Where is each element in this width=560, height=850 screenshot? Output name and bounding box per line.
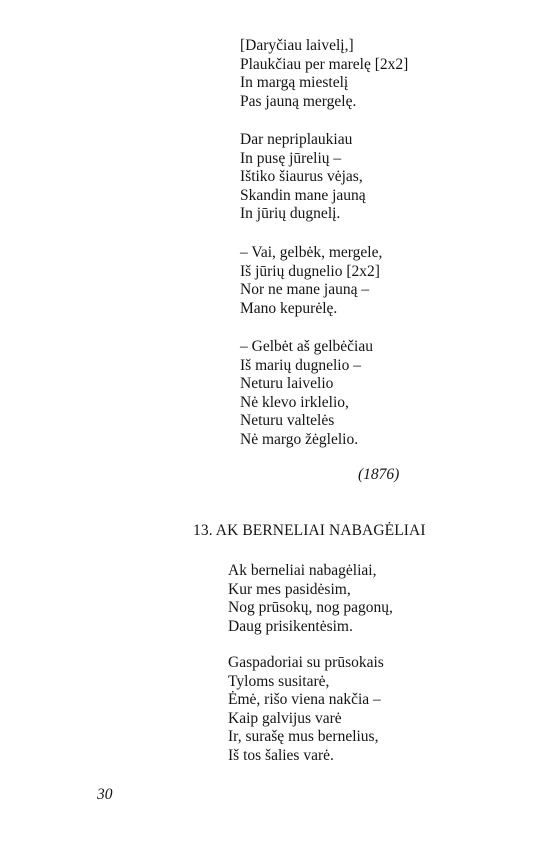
- verse-line: Plaukčiau per marelę [2x2]: [240, 55, 409, 73]
- verse-line: Tyloms susitarė,: [228, 672, 330, 690]
- verse-line: Nė klevo irklelio,: [240, 393, 349, 411]
- poem12-stanza-2: [240, 131, 366, 224]
- verse-line: Nor ne mane jauną –: [240, 281, 370, 299]
- poem12-stanza-4: [240, 338, 373, 450]
- verse-line: Iš jūrių dugnelio [2x2]: [240, 262, 380, 280]
- verse-line: Nė margo žėglelio.: [240, 430, 359, 448]
- verse-line: Iš marių dugnelio –: [240, 356, 361, 374]
- verse-line: – Vai, gelbėk, mergele,: [240, 244, 383, 261]
- poem12-stanza-3: [240, 244, 382, 318]
- verse-line: In pusę jūrelių –: [240, 149, 342, 167]
- poem13-stanza-1: [228, 562, 393, 636]
- verse-line: Nog prūsokų, nog pagonų,: [228, 599, 393, 617]
- verse-line: Dar nepriplaukiau: [240, 131, 353, 148]
- poem12-stanza-1: [240, 37, 408, 111]
- verse-line: [Daryčiau laivelį,]: [240, 37, 354, 54]
- verse-line: Pas jauną mergelę.: [240, 92, 357, 110]
- verse-line: Kaip galvijus varė: [228, 709, 342, 727]
- verse-line: Skandin mane jauną: [240, 186, 366, 204]
- verse-line: Iš tos šalies varė.: [228, 746, 334, 764]
- verse-line: Ištiko šiaurus vėjas,: [240, 168, 363, 186]
- poem-date: (1876): [358, 466, 400, 483]
- verse-line: Ėmė, rišo viena nakčia –: [228, 691, 381, 709]
- verse-line: Gaspadoriai su prūsokais: [228, 654, 384, 671]
- verse-line: In jūrių dugnelį.: [240, 205, 341, 223]
- poem-title: 13. AK BERNELIAI NABAGĖLIAI: [193, 522, 426, 539]
- verse-line: In margą miestelį: [240, 74, 349, 92]
- page-number: 30: [97, 786, 113, 803]
- verse-line: – Gelbėt aš gelbėčiau: [240, 338, 373, 355]
- verse-line: Ak berneliai nabagėliai,: [228, 562, 377, 579]
- verse-line: Daug prisikentėsim.: [228, 617, 353, 635]
- verse-line: Kur mes pasidėsim,: [228, 580, 351, 598]
- verse-line: Mano kepurėlę.: [240, 299, 338, 317]
- poem13-stanza-2: [228, 654, 384, 766]
- verse-line: Neturu valtelės: [240, 412, 335, 430]
- verse-line: Neturu laivelio: [240, 375, 334, 393]
- verse-line: Ir, surašę mus bernelius,: [228, 728, 379, 746]
